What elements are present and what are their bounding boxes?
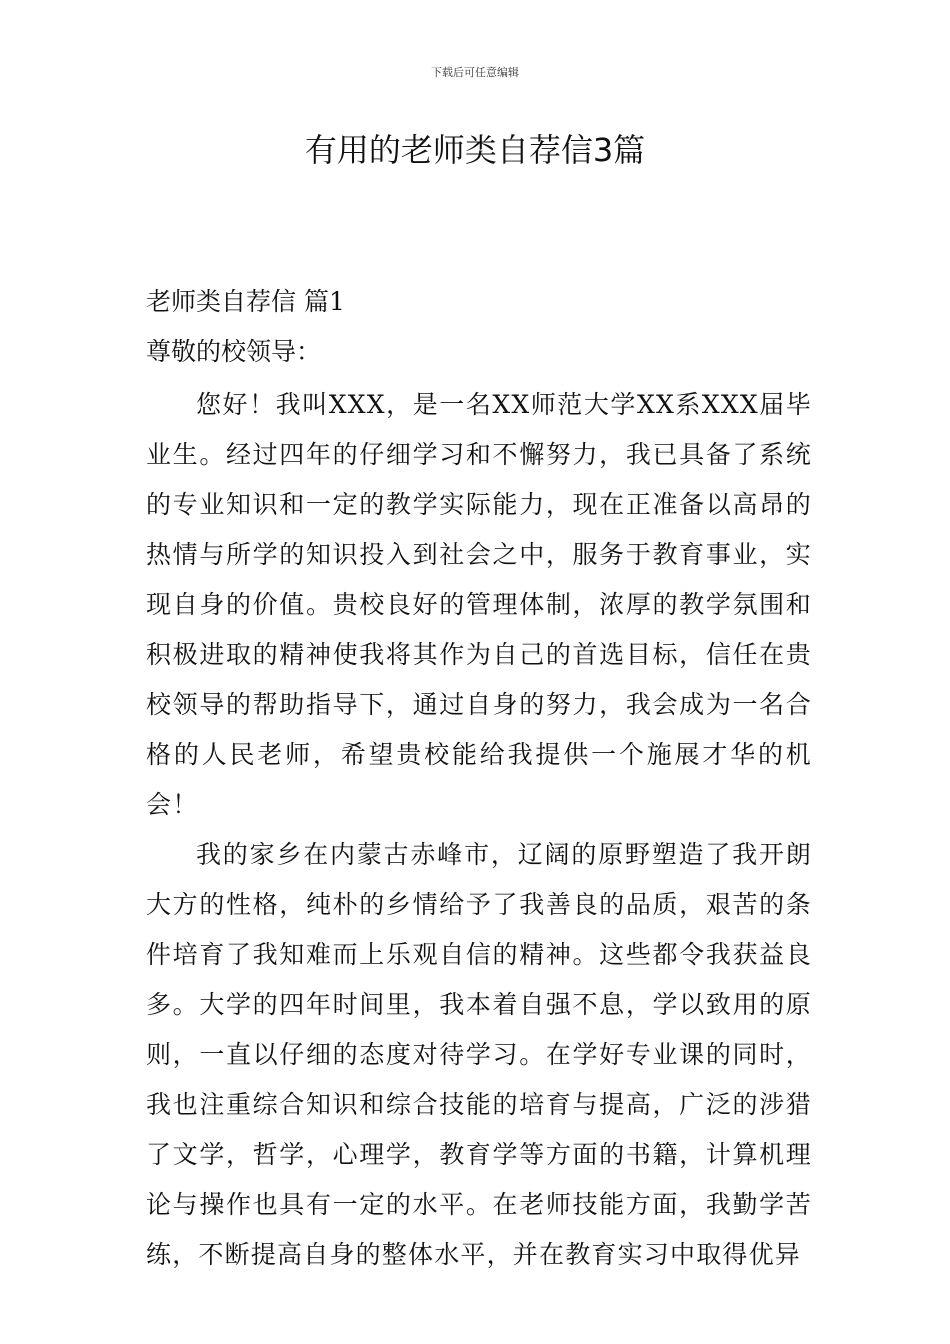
paragraph: 我的家乡在内蒙古赤峰市，辽阔的原野塑造了我开朗大方的性格，纯朴的乡情给予了我善良的品质，艰苦的条件培育了我知难而上乐观自信的精神。这些都令我获益良多。大学的四年时间里，我本着自强不息，学以致用的原则，一直以仔细的态度对待学习。在学好专业课的同时，我也注重综合知识和综合技能的培育与提高，广泛的涉猎了文学，哲学，心理学，教育学等方面的书籍，计算机理论与操作也具有一定的水平。在老师技能方面，我勤学苦练，不断提高自身的整体水平，并在教育实习中取得优异 bbox=[146, 840, 812, 1269]
letter-body bbox=[146, 380, 812, 1280]
section-heading: 老师类自荐信 篇1 bbox=[146, 287, 345, 316]
paragraph: 您好！我叫XXX，是一名XX师范大学XX系XXX届毕业生。经过四年的仔细学习和不懈努力，我已具备了系统的专业知识和一定的教学实际能力，现在正准备以高昂的热情与所学的知识投入到社会之中，服务于教育事业，实现自身的价值。贵校良好的管理体制，浓厚的教学氛围和积极进取的精神使我将其作为自己的首选目标，信任在贵校领导的帮助指导下，通过自身的努力，我会成为一名合格的人民老师，希望贵校能给我提供一个施展才华的机会！ bbox=[146, 390, 812, 819]
document-title: 有用的老师类自荐信3篇 bbox=[304, 131, 646, 169]
header-note: 下载后可任意编辑 bbox=[431, 66, 519, 79]
salutation: 尊敬的校领导： bbox=[146, 337, 322, 366]
